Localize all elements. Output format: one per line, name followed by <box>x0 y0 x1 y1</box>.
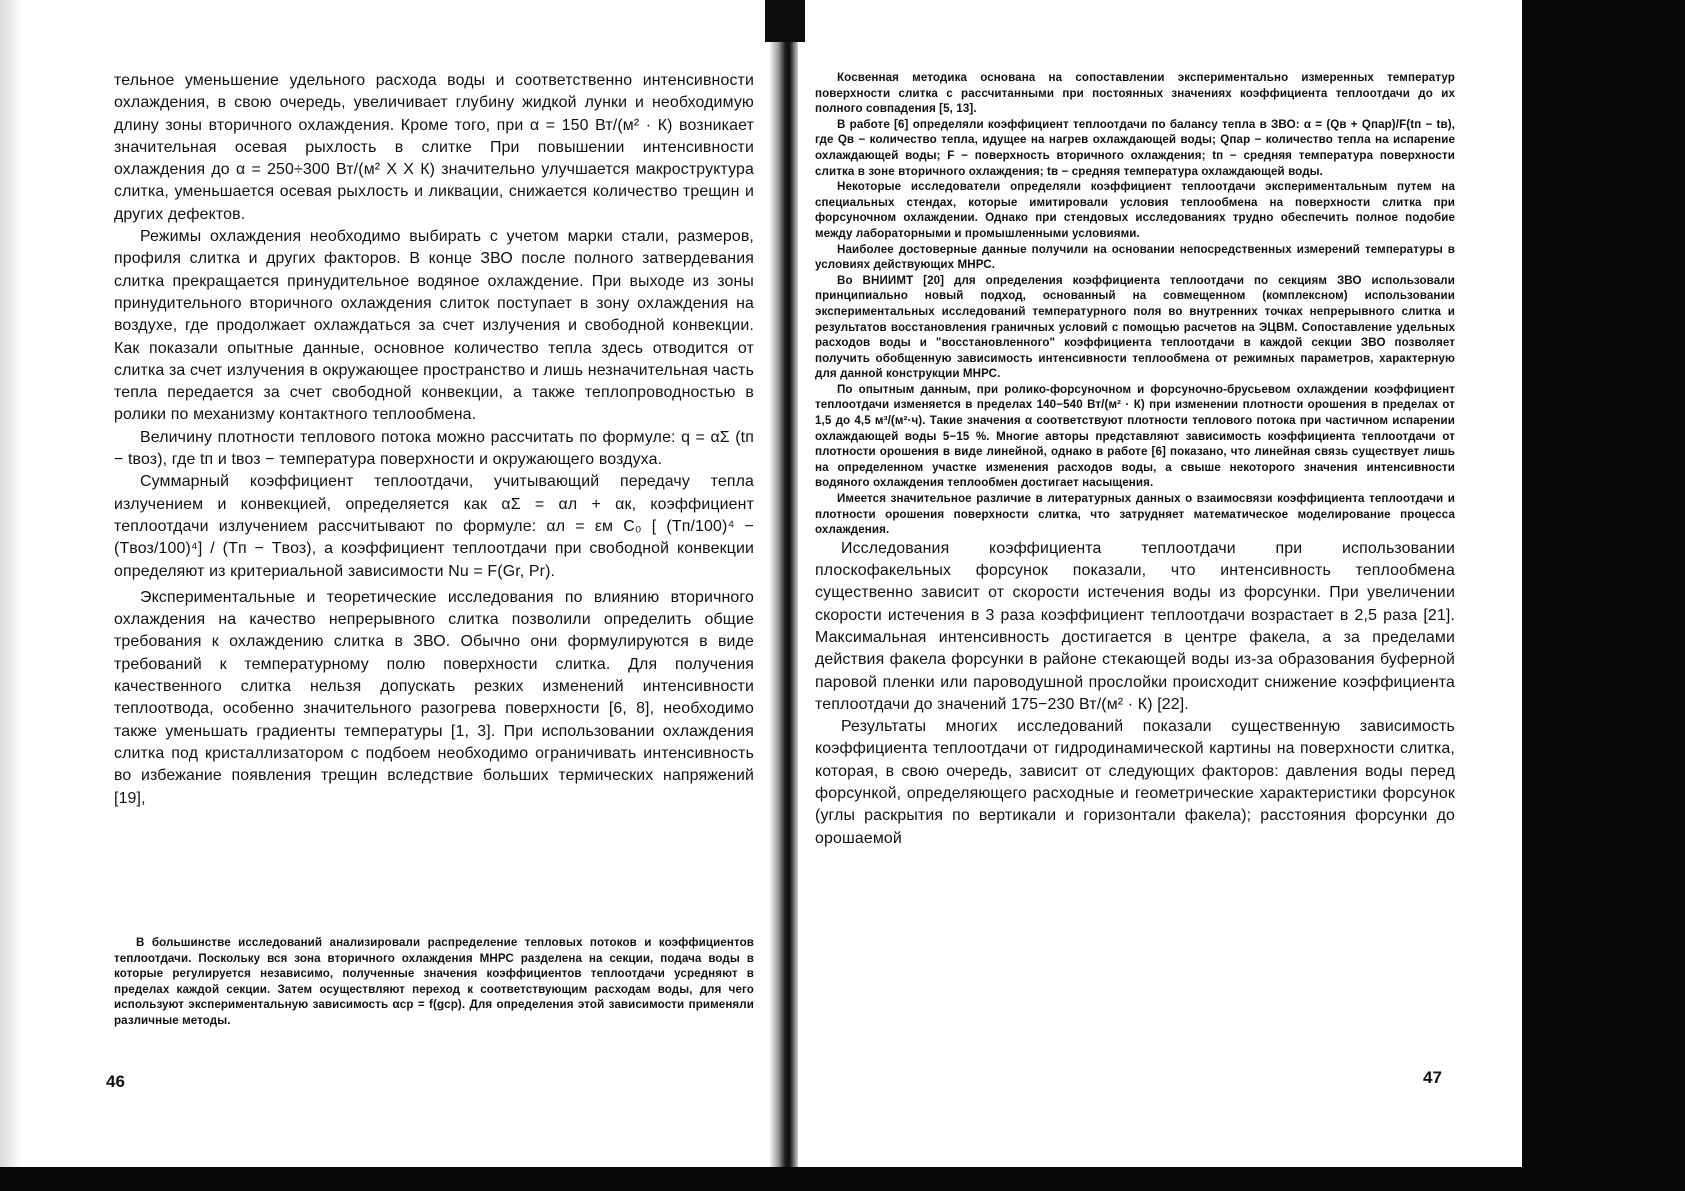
left-paragraph-5: Экспериментальные и теоретические исследования по влиянию вторичного охлаждения на качество непрерывного слитка позволили определить общие требования к охлаждению слитка в ЗВО. Обычно они формулируются в виде требований к температурному полю поверхности слитка. Для получения качественного слитка нельзя допускать резких изменений интенсивности теплоотвода, особенно значительного разогрева поверхности [6, 8], необходимо также уменьшать градиенты температуры [1, 3]. При использовании охлаждения слитка под кристаллизатором с подбоем необходимо ограничивать интенсивность во избежание появления трещин вследствие больших термических напряжений [19], <box>114 588 754 807</box>
left-footnote <box>114 935 754 1029</box>
right-small-paragraph-5: Во ВНИИМТ [20] для определения коэффициента теплоотдачи по секциям ЗВО использовали принципиально новый подход, основанный на совмещенном (комплексном) использовании экспериментальных исследований температурного поля во внутренних точках непрерывного слитка и результатов восстановления граничных условий с помощью расчетов на ЭЦВМ. Сопоставление удельных расходов воды и "восстановленного" коэффициента теплоотдачи в каждой секции ЗВО позволяет получить обобщенную зависимость интенсивности теплообмена от режимных параметров, характерную для данной конструкции МНРС. <box>815 273 1455 381</box>
footnote-text: В большинстве исследований анализировали распределение тепловых потоков и коэффициентов теплоотдачи. Поскольку вся зона вторичного охлаждения МНРС разделена на секции, подача воды в которые регулируется независимо, полученные значения коэффициентов теплоотдачи усредняют в пределах каждой секции. Затем осуществляют переход к соответствующим расходам воды, для чего используют экспериментальную зависимость αср = f(gср). Для определения этой зависимости применяли различные методы. <box>114 936 754 1027</box>
right-small-paragraph-2: В работе [6] определяли коэффициент теплоотдачи по балансу тепла в ЗВО: α = (Qв + Qпар)/F(tп − tв), где Qв − количество тепла, идущее на нагрев охлаждающей воды; Qпар − количество тепла на испарение охлаждающей воды; F − поверхность вторичного охлаждения; tп − средняя температура поверхности слитка в зоне вторичного охлаждения; tв − средняя температура охлаждающей воды. <box>815 117 1455 178</box>
right-small-paragraph-4: Наиболее достоверные данные получили на основании непосредственных измерений температуры в условиях действующих МНРС. <box>815 242 1455 272</box>
right-small-paragraph-3: Некоторые исследователи определяли коэффициент теплоотдачи экспериментальным путем на специальных стендах, которые имитировали условия теплообмена на поверхности слитка при форсуночном охлаждении. Однако при стендовых исследованиях трудно обеспечить полное подобие между лабораторными и промышленными условиями. <box>815 180 1455 240</box>
left-paragraph-3: Величину плотности теплового потока можно рассчитать по формуле: q = αΣ (tп − tвоз), где tп и tвоз − температура поверхности и окружающего воздуха. <box>114 428 754 469</box>
right-page <box>815 70 1455 850</box>
page-number-left: 46 <box>106 1072 125 1091</box>
book-spine <box>770 8 798 1168</box>
spine-shadow-top <box>765 0 805 42</box>
right-small-paragraph-6: По опытным данным, при ролико-форсуночном и форсуночно-брусьевом охлаждении коэффициент теплоотдачи изменяется в пределах 140−540 Вт/(м² · К) при изменении плотности орошения в пределах от 1,5 до 4,5 м³/(м²·ч). Такие значения α соответствуют плотности теплового потока при частичном испарении охлаждающей воды 5−15 %. Многие авторы представляют зависимость коэффициента теплоотдачи от плотности орошения в виде линейной, однако в работе [6] показано, что линейная связь существует лишь на определенном участке изменения расходов воды, а свыше некоторого значения интенсивности водяного охлаждения теплообмен достигает насыщения. <box>815 382 1455 490</box>
left-paragraph-4: Суммарный коэффициент теплоотдачи, учитывающий передачу тепла излучением и конвекцией, определяется как αΣ = αл + αк, коэффициент теплоотдачи излучением рассчитывают по формуле: αл = εм C₀ [ (Tп/100)⁴ − (Tвоз/100)⁴] / (Tп − Tвоз), а коэффициент теплоотдачи при свободной конвекции определяют из критериальной зависимости Nu = F(Gr, Pr). <box>114 473 754 580</box>
right-small-paragraph-1: Косвенная методика основана на сопоставлении экспериментально измеренных температур поверхности слитка с рассчитанными при постоянных значениях коэффициента теплоотдачи до их полного совпадения [5, 13]. <box>815 71 1455 116</box>
left-page <box>114 70 754 810</box>
right-small-paragraph-7: Имеется значительное различие в литературных данных о взаимосвязи коэффициента теплоотдачи и плотности орошения поверхности слитка, что затрудняет математическое моделирование процесса охлаждения. <box>815 492 1455 537</box>
right-main-paragraph-1: Исследования коэффициента теплоотдачи при использовании плоскофакельных форсунок показали, что интенсивность теплообмена существенно зависит от скорости истечения воды из форсунки. При увеличении скорости истечения в 3 раза коэффициент теплоотдачи возрастает в 2,5 раза [21]. Максимальная интенсивность достигается в центре факела, а за пределами действия факела форсунки в районе стекающей воды из-за образования буферной паровой пленки или пароводушной прослойки происходит снижение коэффициента теплоотдачи до значений 175−230 Вт/(м² · К) [22]. <box>815 539 1455 713</box>
left-paragraph-1: тельное уменьшение удельного расхода воды и соответственно интенсивности охлаждения, в свою очередь, увеличивает глубину жидкой лунки и необходимую длину зоны вторичного охлаждения. Кроме того, при α = 150 Вт/(м² · К) возникает значительная осевая рыхлость в слитке При повышении интенсивности охлаждения до α = 250÷300 Вт/(м² Х Х К) значительно улучшается макроструктура слитка, уменьшается осевая рыхлость и ликвации, снижается количество трещин и других дефектов. <box>114 72 754 223</box>
right-main-paragraph-2: Результаты многих исследований показали существенную зависимость коэффициента теплоотдачи от гидродинамической картины на поверхности слитка, которая, в свою очередь, зависит от следующих факторов: давления воды перед форсункой, определяющего расходные и геометрические характеристики форсунок (углы раскрытия по вертикали и горизонтали факела); расстояния форсунки до орошаемой <box>815 718 1455 847</box>
bottom-scan-border <box>0 1167 1685 1191</box>
right-scan-border <box>1522 0 1685 1191</box>
left-page-edge-shadow <box>0 0 22 1191</box>
left-paragraph-2: Режимы охлаждения необходимо выбирать с учетом марки стали, размеров, профиля слитка и других факторов. В конце ЗВО после полного затвердевания слитка прекращается принудительное водяное охлаждение. При выходе из зоны принудительного вторичного охлаждения слиток поступает в зону охлаждения на воздухе, где продолжает охлаждаться за счет излучения и свободной конвекции. Как показали опытные данные, основное количество тепла здесь отводится от слитка за счет излучения в окружающее пространство и лишь незначительная часть тепла передается за счет свободной конвекции, а также теплопроводностью в ролики по механизму контактного теплообмена. <box>114 228 754 424</box>
page-number-right: 47 <box>1423 1068 1442 1087</box>
